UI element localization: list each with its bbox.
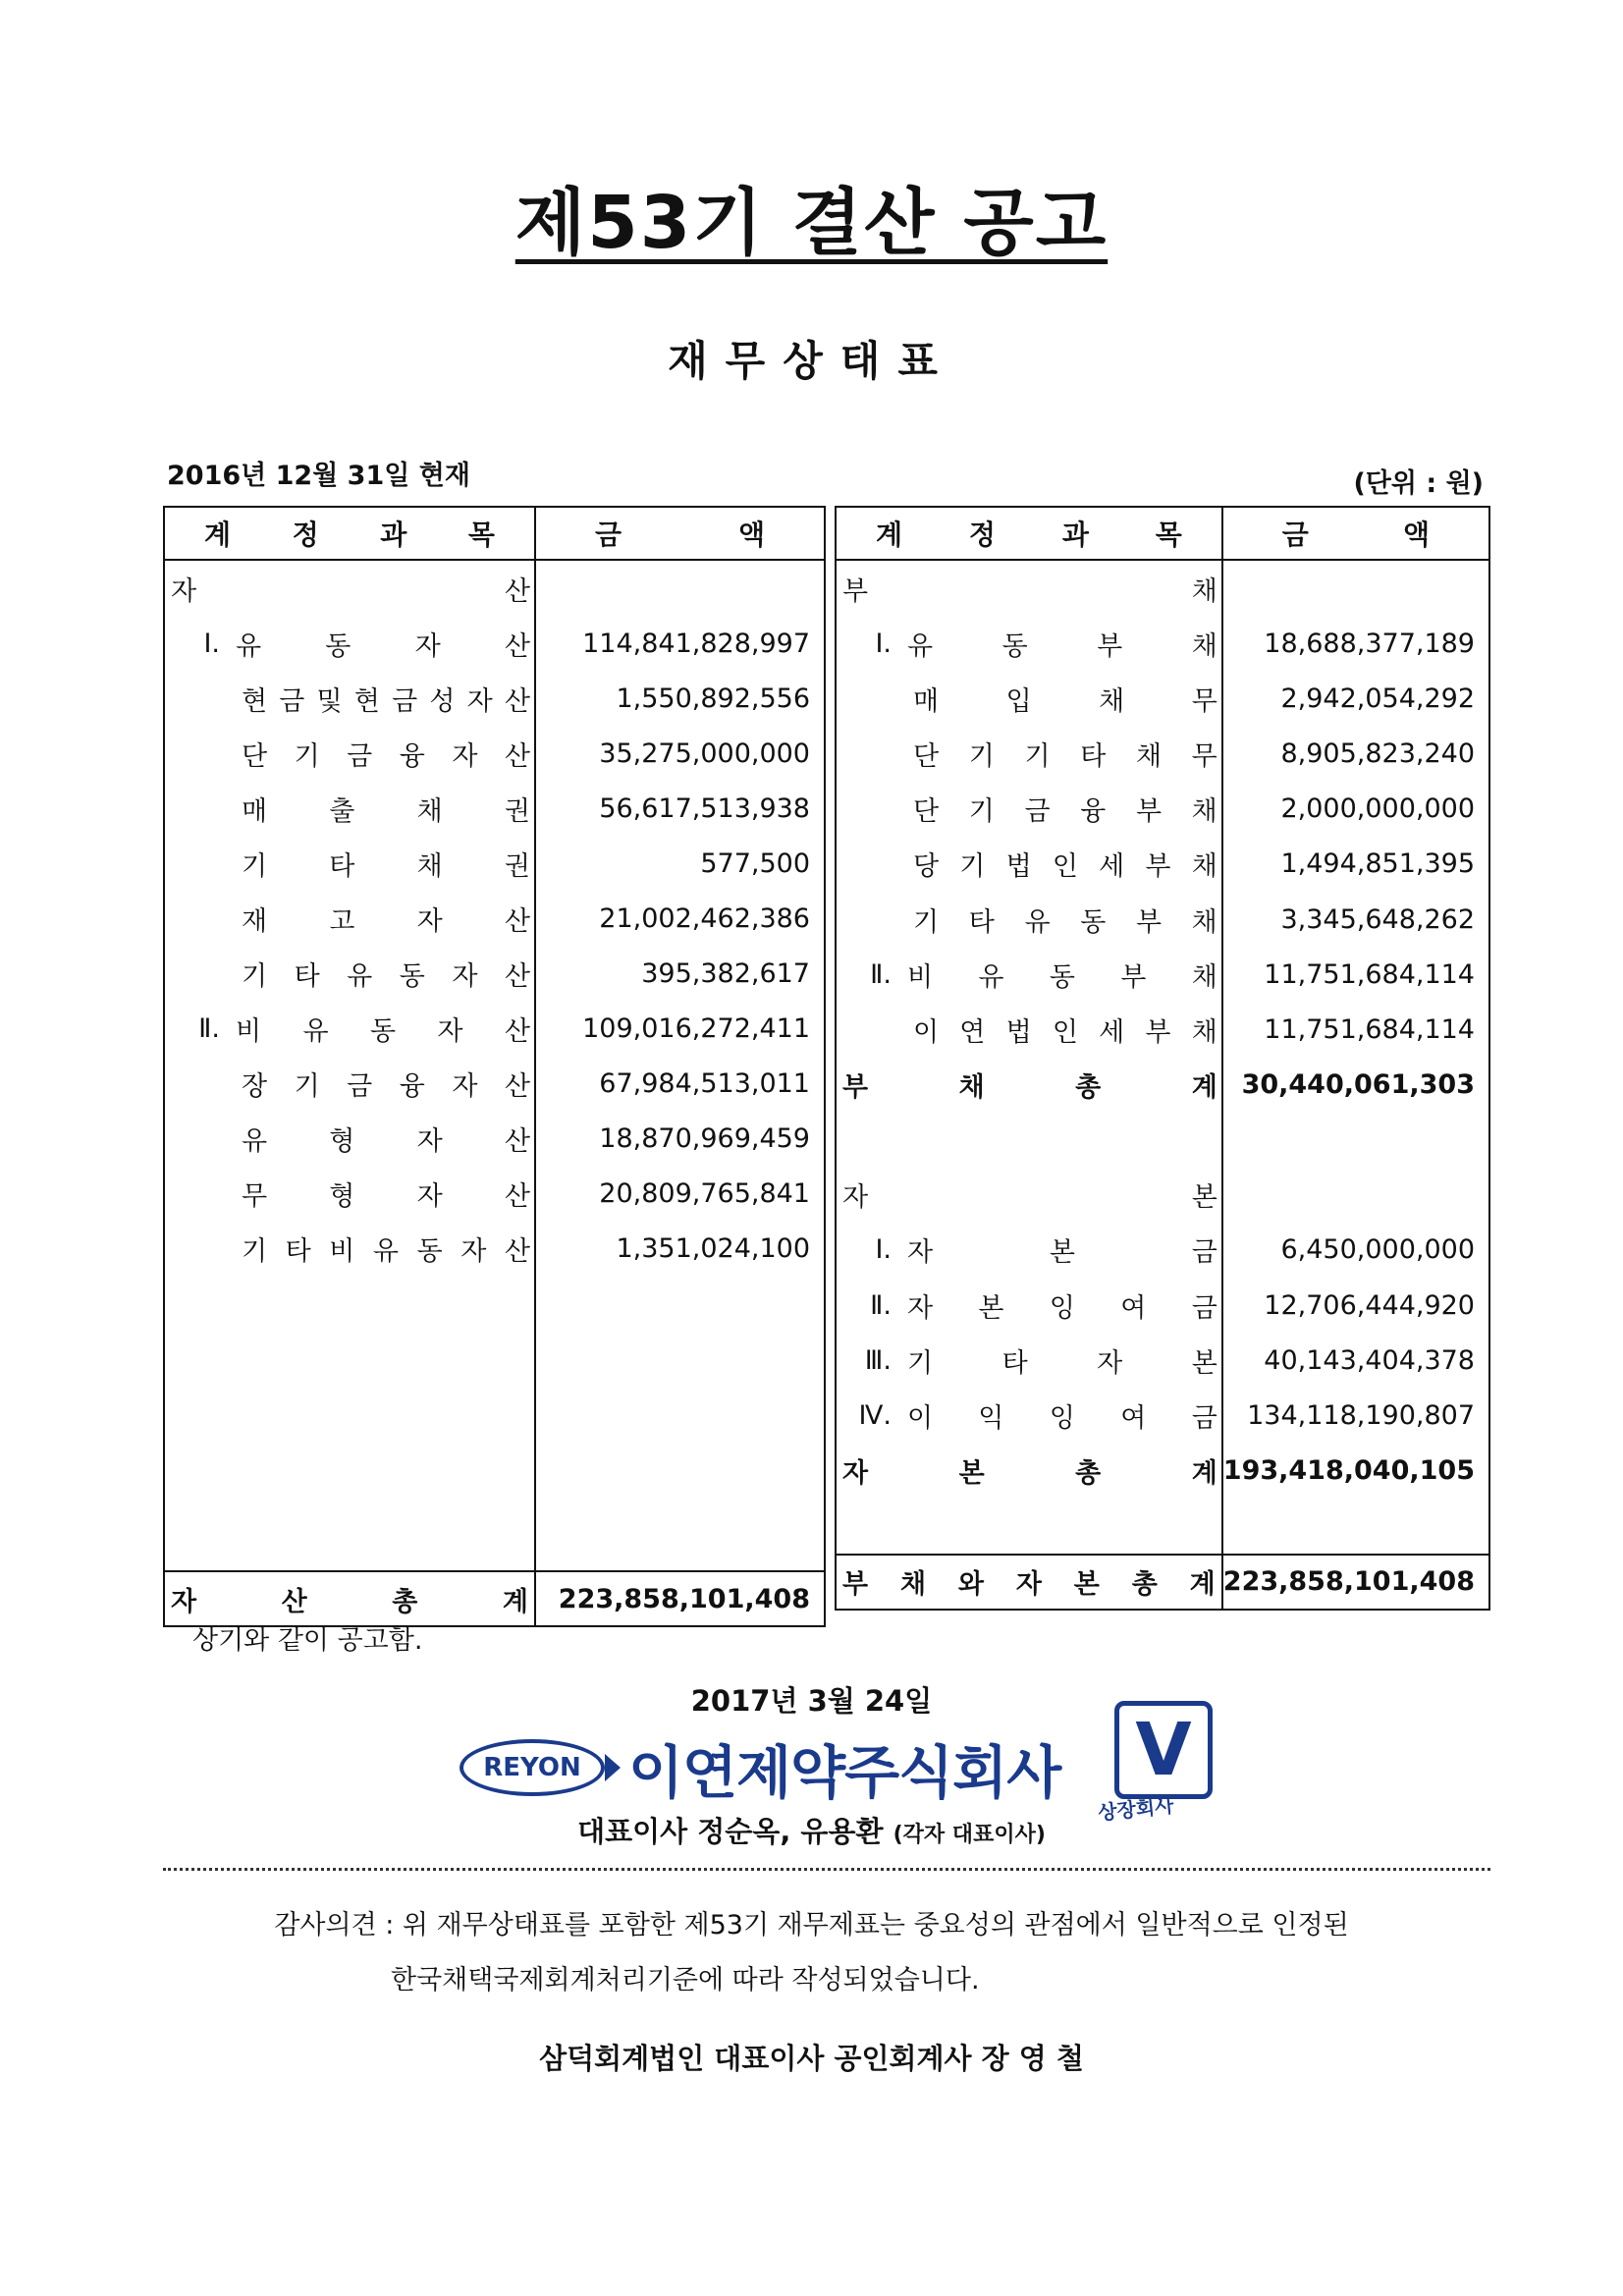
- account-name: [164, 1166, 535, 1221]
- account-char: 계: [1191, 1458, 1217, 1490]
- account-char: 기: [907, 1347, 934, 1379]
- account-name: [164, 946, 535, 1001]
- account-char: 유: [907, 630, 934, 662]
- account-char: 인: [1052, 1016, 1078, 1048]
- account-char: 금: [1191, 1402, 1217, 1434]
- account-char: 채: [416, 795, 443, 827]
- account-char: 자: [416, 1180, 443, 1212]
- account-char: 타: [968, 906, 995, 938]
- announcement-note: 상기와 같이 공고함.: [192, 1625, 423, 1656]
- table-row: [164, 946, 825, 1001]
- account-name: [836, 1278, 1222, 1333]
- table-row: [836, 671, 1489, 726]
- account-header: [164, 507, 535, 560]
- account-char: 유: [302, 1015, 329, 1047]
- account-char: 연: [959, 1016, 986, 1048]
- amount-value: 2,942,054,292: [1222, 671, 1489, 726]
- account-char: 익: [978, 1402, 1004, 1434]
- amount-value: [1222, 1113, 1489, 1168]
- amount-value: 35,275,000,000: [535, 726, 825, 781]
- listed-company-label: 상장회사: [1097, 1793, 1175, 1825]
- account-char: 장: [242, 1070, 268, 1102]
- header-char: 계: [204, 519, 232, 551]
- account-char: 유: [236, 630, 262, 662]
- amount-value: 134,118,190,807: [1222, 1388, 1489, 1443]
- account-char: 비: [329, 1235, 355, 1267]
- amount-header: [535, 507, 825, 560]
- account-char: 자: [1097, 1347, 1123, 1379]
- account-char: 여: [1120, 1292, 1147, 1324]
- account-char: 유: [347, 960, 373, 992]
- account-char: 채: [1191, 575, 1217, 607]
- account-char: 자: [452, 740, 478, 772]
- amount-value: 114,841,828,997: [535, 616, 825, 671]
- account-char: 본: [1191, 1182, 1217, 1214]
- account-name: [164, 836, 535, 891]
- table-row: [836, 947, 1489, 1002]
- account-char: 융: [399, 740, 425, 772]
- account-name: [836, 1388, 1222, 1443]
- table-row: [164, 671, 825, 726]
- account-char: 이: [907, 1402, 934, 1434]
- account-name: [836, 1168, 1222, 1223]
- account-char: 총: [1075, 1458, 1102, 1490]
- account-char: 자: [171, 575, 197, 607]
- table-row: [164, 836, 825, 891]
- account-char: 총: [1075, 1071, 1102, 1103]
- account-char: 동: [1080, 906, 1107, 938]
- account-char: 본: [958, 1458, 985, 1490]
- header-char: 정: [292, 519, 319, 551]
- account-char: 기: [242, 850, 268, 882]
- account-char: 산: [504, 685, 530, 717]
- account-char: 동: [399, 960, 425, 992]
- account-char: 여: [1120, 1402, 1147, 1434]
- account-name: [836, 616, 1222, 671]
- account-char: 무: [242, 1180, 268, 1212]
- account-char: 타: [285, 1235, 311, 1267]
- amount-value: 1,351,024,100: [535, 1221, 825, 1276]
- page-title: 제53기 결산 공고: [514, 181, 1109, 265]
- amount-value: [535, 560, 825, 616]
- header-char: 액: [1402, 519, 1430, 551]
- account-char: 고: [329, 905, 355, 937]
- account-name: [836, 671, 1222, 726]
- account-char: 법: [1005, 1016, 1032, 1048]
- account-char: 산: [504, 740, 530, 772]
- account-char: 단: [913, 796, 940, 828]
- account-char: 재: [242, 905, 268, 937]
- account-char: 무: [1191, 685, 1217, 717]
- account-char: 동: [1049, 961, 1075, 993]
- account-char: 비: [236, 1015, 262, 1047]
- account-char: 금: [347, 740, 373, 772]
- table-row: [164, 1166, 825, 1221]
- account-char: 자: [416, 905, 443, 937]
- account-char: 산: [504, 1125, 530, 1157]
- ceo-names: 대표이사 정순옥, 유용환: [577, 1815, 884, 1848]
- account-name: [836, 1223, 1222, 1278]
- total-char: 자: [1015, 1569, 1042, 1601]
- account-char: 유: [978, 961, 1004, 993]
- account-char: 산: [504, 960, 530, 992]
- account-name: [836, 892, 1222, 947]
- amount-value: 12,706,444,920: [1222, 1278, 1489, 1333]
- account-name: [164, 781, 535, 836]
- total-label: [836, 1555, 1222, 1610]
- account-char: 기: [968, 741, 995, 773]
- amount-value: 8,905,823,240: [1222, 726, 1489, 781]
- account-char: 기: [968, 796, 995, 828]
- account-char: 세: [1099, 1016, 1125, 1048]
- company-signature: [460, 1726, 1060, 1809]
- table-row: [836, 1444, 1489, 1499]
- amount-value: 21,002,462,386: [535, 891, 825, 946]
- total-char: 부: [842, 1569, 869, 1601]
- account-char: 권: [504, 795, 530, 827]
- account-char: 채: [1191, 630, 1217, 662]
- account-name: [836, 1002, 1222, 1057]
- account-char: 동: [416, 1235, 443, 1267]
- amount-value: 6,450,000,000: [1222, 1223, 1489, 1278]
- account-char: 비: [907, 961, 934, 993]
- header-char: 액: [737, 519, 765, 551]
- account-name: [164, 1001, 535, 1056]
- account-char: 유: [242, 1125, 268, 1157]
- table-row: [836, 837, 1489, 892]
- table-row: [164, 1001, 825, 1056]
- account-char: 부: [1120, 961, 1147, 993]
- account-name: [836, 947, 1222, 1002]
- account-char: 부: [842, 575, 869, 607]
- account-name: [164, 726, 535, 781]
- account-char: 법: [1005, 851, 1032, 883]
- table-row: [836, 1057, 1489, 1112]
- account-char: 동: [1001, 630, 1028, 662]
- table-row: [836, 1388, 1489, 1443]
- arrow-icon: [605, 1754, 621, 1781]
- account-char: 채: [1099, 685, 1125, 717]
- account-char: 형: [329, 1180, 355, 1212]
- table-row: [836, 616, 1489, 671]
- amount-value: 11,751,684,114: [1222, 1002, 1489, 1057]
- unit-label: (단위 : 원): [1353, 468, 1484, 499]
- account-char: 본: [1191, 1347, 1217, 1379]
- account-char: 현: [242, 685, 268, 717]
- account-name: [836, 1057, 1222, 1112]
- account-char: 융: [1080, 796, 1107, 828]
- account-char: 금: [1024, 796, 1051, 828]
- table-row: [164, 1221, 825, 1276]
- table-row: [164, 1111, 825, 1166]
- header-char: 과: [1061, 519, 1089, 551]
- amount-value: 40,143,404,378: [1222, 1333, 1489, 1388]
- audit-opinion-line2: 한국채택국제회계처리기준에 따라 작성되었습니다.: [391, 1965, 980, 1995]
- account-char: 유: [372, 1235, 400, 1267]
- account-char: 타: [1080, 741, 1107, 773]
- table-row: [836, 1223, 1489, 1278]
- spacer-row: [164, 1276, 825, 1571]
- account-char: 융: [399, 1070, 425, 1102]
- account-char: 현: [353, 685, 380, 717]
- account-char: 자: [414, 630, 441, 662]
- ceo-line: [0, 1810, 1623, 1850]
- account-char: 금: [392, 685, 418, 717]
- account-name: [836, 726, 1222, 781]
- amount-value: 3,345,648,262: [1222, 892, 1489, 947]
- account-char: 자: [416, 1125, 443, 1157]
- table-row: [836, 782, 1489, 837]
- amount-value: 193,418,040,105: [1222, 1444, 1489, 1499]
- listed-company-logo: [1114, 1701, 1213, 1799]
- account-name: [836, 560, 1222, 616]
- table-row: [836, 726, 1489, 781]
- total-char: 계: [1189, 1569, 1216, 1601]
- account-char: 동: [325, 630, 352, 662]
- amount-value: 1,550,892,556: [535, 671, 825, 726]
- account-char: 매: [242, 795, 268, 827]
- amount-value: 109,016,272,411: [535, 1001, 825, 1056]
- account-char: 자: [842, 1182, 869, 1214]
- table-row: [836, 892, 1489, 947]
- account-name: [836, 837, 1222, 892]
- header-char: 목: [1155, 519, 1182, 551]
- table-row: [164, 726, 825, 781]
- roman-numeral: Ⅱ.: [198, 1012, 220, 1044]
- account-char: 본: [1049, 1237, 1075, 1269]
- account-char: 자: [452, 1070, 478, 1102]
- account-char: 자: [437, 1015, 463, 1047]
- amount-header: [1222, 507, 1489, 560]
- account-char: 기: [1024, 741, 1051, 773]
- auditor-signature: 삼덕회계법인 대표이사 공인회계사 장 영 철: [539, 2042, 1084, 2075]
- audit-opinion-line1: 감사의견 : 위 재무상태표를 포함한 제53기 재무제표는 중요성의 관점에서 일반적으로 인정된: [274, 1910, 1349, 1941]
- total-char: 총: [1131, 1569, 1158, 1601]
- account-char: 산: [504, 575, 530, 607]
- table-row: [164, 616, 825, 671]
- account-name: [164, 560, 535, 616]
- account-char: 단: [913, 741, 940, 773]
- account-name: [164, 1221, 535, 1276]
- amount-value: 18,870,969,459: [535, 1111, 825, 1166]
- account-name: [164, 671, 535, 726]
- table-row: [164, 1056, 825, 1111]
- amount-value: 2,000,000,000: [1222, 782, 1489, 837]
- account-name: [164, 891, 535, 946]
- account-char: 기: [242, 1235, 268, 1267]
- total-char: 산: [281, 1586, 307, 1617]
- amount-value: 577,500: [535, 836, 825, 891]
- account-char: 잉: [1049, 1402, 1075, 1434]
- account-name: [836, 782, 1222, 837]
- account-char: 산: [504, 905, 530, 937]
- account-char: 채: [1135, 741, 1163, 773]
- roman-numeral: Ⅰ.: [203, 628, 220, 659]
- account-char: 당: [913, 851, 940, 883]
- header-char: 목: [467, 519, 495, 551]
- amount-value: 30,440,061,303: [1222, 1057, 1489, 1112]
- account-char: 금: [279, 685, 305, 717]
- table-row: [836, 560, 1489, 616]
- amount-value: [1222, 1168, 1489, 1223]
- account-name: [164, 1056, 535, 1111]
- liabilities-equity-table: [835, 506, 1490, 1611]
- account-char: 채: [1191, 796, 1217, 828]
- account-char: 금: [1191, 1292, 1217, 1324]
- table-row: [836, 1278, 1489, 1333]
- table-row: [836, 1168, 1489, 1223]
- reyon-logo: REYON: [460, 1739, 605, 1796]
- amount-value: [1222, 560, 1489, 616]
- amount-value: 18,688,377,189: [1222, 616, 1489, 671]
- account-char: 출: [329, 795, 355, 827]
- account-char: 채: [1191, 961, 1217, 993]
- header-char: 과: [380, 519, 407, 551]
- account-char: 기: [294, 740, 320, 772]
- table-row: [836, 1002, 1489, 1057]
- account-char: 타: [1001, 1347, 1028, 1379]
- amount-value: 11,751,684,114: [1222, 947, 1489, 1002]
- account-char: 부: [1145, 1016, 1171, 1048]
- v-mark-icon: V: [1135, 1708, 1192, 1792]
- account-name: [836, 1333, 1222, 1388]
- total-char: 계: [502, 1586, 528, 1617]
- account-char: 산: [504, 1180, 530, 1212]
- account-char: 매: [913, 685, 940, 717]
- account-char: 산: [504, 1070, 530, 1102]
- amount-value: 56,617,513,938: [535, 781, 825, 836]
- header-char: 금: [1281, 519, 1309, 551]
- account-char: 채: [1191, 851, 1217, 883]
- publish-date: 2017년 3월 24일: [690, 1684, 933, 1718]
- account-char: 기: [913, 906, 940, 938]
- amount-value: 20,809,765,841: [535, 1166, 825, 1221]
- account-name: [164, 616, 535, 671]
- total-char: 채: [899, 1569, 927, 1601]
- amount-value: 1,494,851,395: [1222, 837, 1489, 892]
- account-char: 동: [369, 1015, 397, 1047]
- ceo-note: (각자 대표이사): [893, 1823, 1046, 1847]
- account-char: 자: [907, 1292, 934, 1324]
- account-char: 산: [504, 1015, 530, 1047]
- as-of-date: 2016년 12월 31일 현재: [167, 461, 470, 491]
- table-row: [836, 1333, 1489, 1388]
- header-char: 금: [595, 519, 622, 551]
- account-name: [836, 1113, 1222, 1168]
- account-name: [836, 1444, 1222, 1499]
- amount-value: 395,382,617: [535, 946, 825, 1001]
- roman-numeral: Ⅰ.: [875, 628, 892, 659]
- account-char: 및: [316, 685, 343, 717]
- header-char: 계: [876, 519, 903, 551]
- account-char: 부: [1097, 630, 1123, 662]
- total-char: 자: [171, 1586, 197, 1617]
- account-char: 성: [429, 685, 456, 717]
- account-char: 부: [1135, 906, 1163, 938]
- account-char: 유: [1024, 906, 1051, 938]
- account-char: 본: [978, 1292, 1004, 1324]
- table-row: [164, 560, 825, 616]
- account-char: 금: [1191, 1237, 1217, 1269]
- account-char: 산: [504, 1235, 530, 1267]
- statement-subtitle: 재무상태표: [668, 337, 955, 385]
- account-char: 기: [242, 960, 268, 992]
- account-char: 부: [1145, 851, 1171, 883]
- assets-table: [163, 506, 826, 1627]
- roman-numeral: Ⅲ.: [864, 1344, 892, 1376]
- total-char: 본: [1073, 1569, 1100, 1601]
- account-char: 세: [1099, 851, 1125, 883]
- roman-numeral: Ⅱ.: [870, 1289, 892, 1321]
- account-char: 무: [1191, 741, 1217, 773]
- total-char: 총: [392, 1586, 418, 1617]
- account-char: 권: [504, 850, 530, 882]
- total-char: 와: [957, 1569, 984, 1601]
- account-char: 자: [452, 960, 478, 992]
- spacer-row: [836, 1499, 1489, 1555]
- account-name: [164, 1111, 535, 1166]
- account-char: 타: [329, 850, 355, 882]
- company-name: 이연제약주식회사: [628, 1739, 1061, 1806]
- account-char: 입: [1005, 685, 1032, 717]
- account-char: 자: [466, 685, 493, 717]
- account-char: 산: [504, 630, 530, 662]
- account-char: 단: [242, 740, 268, 772]
- table-row: [164, 781, 825, 836]
- account-header: [836, 507, 1222, 560]
- table-row: [836, 1113, 1489, 1168]
- table-row: [164, 891, 825, 946]
- dotted-divider: [163, 1868, 1490, 1871]
- roman-numeral: Ⅱ.: [870, 958, 892, 990]
- account-char: 자: [842, 1458, 869, 1490]
- account-char: 기: [294, 1070, 320, 1102]
- account-char: 형: [329, 1125, 355, 1157]
- account-char: 채: [416, 850, 443, 882]
- total-amount: 223,858,101,408: [535, 1571, 825, 1626]
- account-char: 타: [294, 960, 320, 992]
- account-char: 이: [913, 1016, 940, 1048]
- account-char: 인: [1052, 851, 1078, 883]
- total-amount: 223,858,101,408: [1222, 1555, 1489, 1610]
- account-char: 부: [1135, 796, 1163, 828]
- account-char: 금: [347, 1070, 373, 1102]
- total-row: [836, 1555, 1489, 1610]
- roman-numeral: Ⅳ.: [858, 1399, 892, 1431]
- roman-numeral: Ⅰ.: [875, 1234, 892, 1266]
- account-char: 잉: [1049, 1292, 1075, 1324]
- account-char: 채: [1191, 906, 1217, 938]
- account-char: 자: [460, 1235, 487, 1267]
- account-char: 부: [842, 1071, 869, 1103]
- amount-value: 67,984,513,011: [535, 1056, 825, 1111]
- account-char: 기: [959, 851, 986, 883]
- account-char: 채: [958, 1071, 985, 1103]
- header-char: 정: [968, 519, 996, 551]
- account-char: 계: [1191, 1071, 1217, 1103]
- account-char: 채: [1191, 1016, 1217, 1048]
- account-char: 자: [907, 1237, 934, 1269]
